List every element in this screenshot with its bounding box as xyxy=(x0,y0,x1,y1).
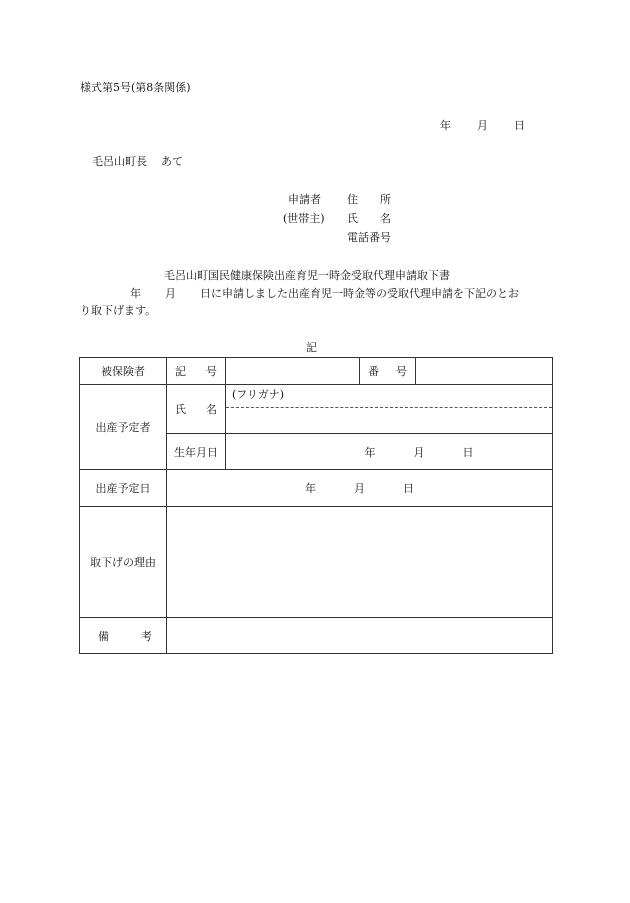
due-date-label: 出産予定日 xyxy=(80,470,167,507)
address-label: 住 所 xyxy=(347,193,391,206)
addressee-suffix: あて xyxy=(161,155,183,168)
reason-label: 取下げの理由 xyxy=(80,507,167,618)
applicant-name-label: 氏 名 xyxy=(347,212,391,225)
table-row xyxy=(80,618,553,654)
submission-date xyxy=(440,119,525,133)
symbol-field[interactable] xyxy=(226,358,360,385)
furigana-label: (フリガナ) xyxy=(226,385,552,408)
number-field[interactable] xyxy=(416,358,553,385)
table-row xyxy=(80,358,553,385)
name-field[interactable] xyxy=(226,385,553,434)
date-day-label: 日 xyxy=(514,119,525,132)
insured-label: 被保険者 xyxy=(80,358,167,385)
household-head-label: (世帯主) xyxy=(283,212,325,225)
phone-label: 電話番号 xyxy=(347,231,391,244)
document-title: 毛呂山町国民健康保険出産育児一時金受取代理申請取下書 xyxy=(164,269,450,282)
date-month-label: 月 xyxy=(477,119,488,132)
body-line-2: り取下げます。 xyxy=(80,304,157,317)
birthdate-field[interactable] xyxy=(226,434,553,470)
birth-year-label: 年 xyxy=(364,445,376,459)
birth-day-label: 日 xyxy=(462,445,474,459)
remarks-field[interactable] xyxy=(167,618,553,654)
expectant-label: 出産予定者 xyxy=(80,385,167,470)
birthdate-label: 生年月日 xyxy=(167,434,226,470)
birth-month-label: 月 xyxy=(413,445,425,459)
form-number: 様式第5号(第8条関係) xyxy=(80,81,191,94)
remarks-label: 備 考 xyxy=(80,618,167,654)
body-line-1: 年 月 日に申請しました出産育児一時金等の受取代理申請を下記のとお xyxy=(130,287,519,300)
addressee xyxy=(92,155,183,169)
date-year-label: 年 xyxy=(440,119,451,132)
name-input-area[interactable] xyxy=(226,408,552,433)
applicant-label: 申請者 xyxy=(288,193,321,206)
due-year-label: 年 xyxy=(305,482,316,495)
due-date-field[interactable] xyxy=(167,470,553,507)
table-row xyxy=(80,385,553,434)
due-day-label: 日 xyxy=(403,482,414,495)
withdrawal-form-table xyxy=(79,357,553,654)
table-row xyxy=(80,470,553,507)
addressee-name: 毛呂山町長 xyxy=(92,155,147,168)
table-row xyxy=(80,507,553,618)
symbol-label: 記 号 xyxy=(167,358,226,385)
ki-heading: 記 xyxy=(306,341,317,354)
number-label: 番 号 xyxy=(360,358,416,385)
reason-field[interactable] xyxy=(167,507,553,618)
name-label: 氏 名 xyxy=(167,385,226,434)
due-month-label: 月 xyxy=(354,482,365,495)
